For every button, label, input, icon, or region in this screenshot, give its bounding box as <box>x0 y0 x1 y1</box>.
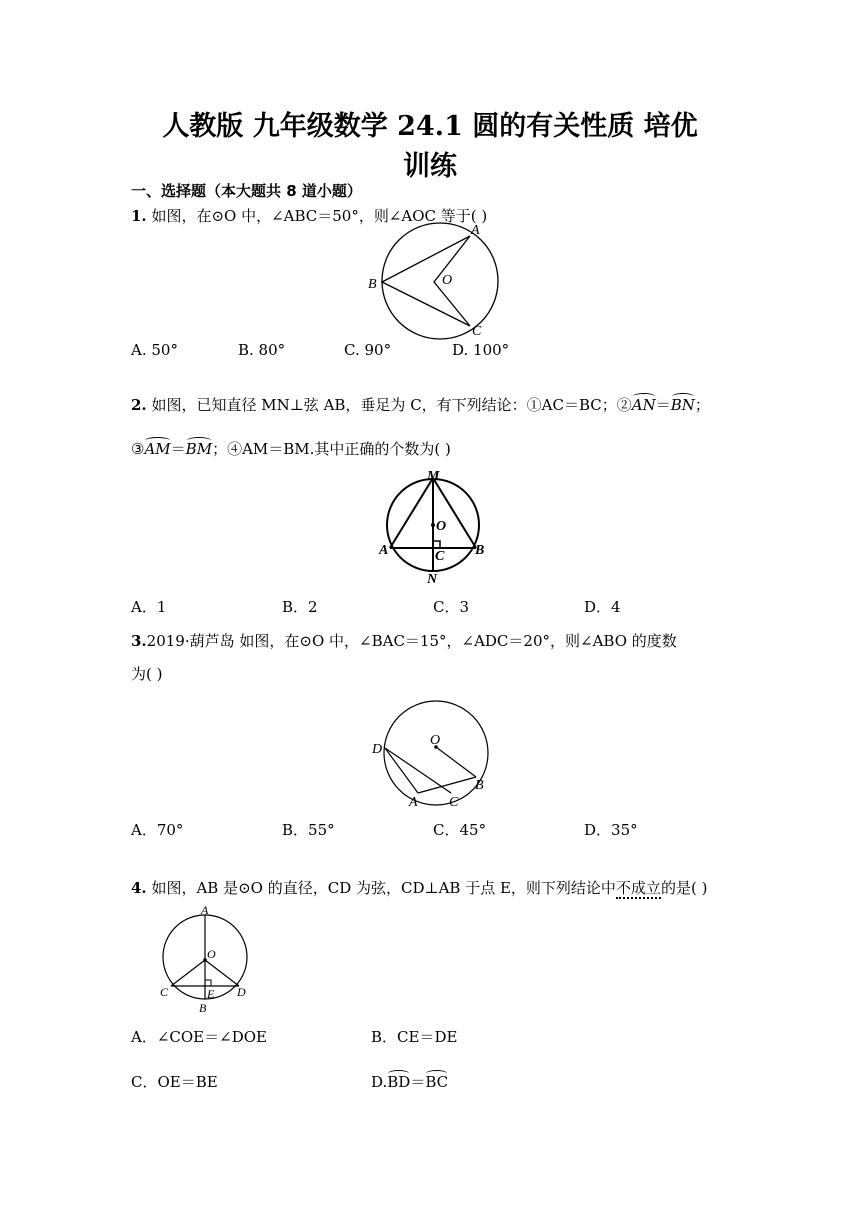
equals: ＝ <box>410 1073 426 1091</box>
section-heading: 一、选择题（本大题共 8 道小题） <box>131 182 362 200</box>
question-number: 3. <box>131 632 147 650</box>
question-text: ；④AM＝BM.其中正确的个数为( ) <box>212 440 451 458</box>
arc-bc: BC <box>425 1073 449 1091</box>
arc-bm: BM <box>185 440 213 458</box>
page-title: 人教版 九年级数学 24.1 圆的有关性质 培优 <box>162 111 698 142</box>
arc-bn: BN <box>670 396 695 414</box>
arc-am: AM <box>144 440 171 458</box>
q3-option-b: B．55° <box>282 821 335 839</box>
q3-option-c: C．45° <box>433 821 487 839</box>
question-3-line1 <box>131 630 677 651</box>
question-text: 如图，已知直径 MN⊥弦 AB，垂足为 C，有下列结论：①AC＝BC；② <box>151 396 632 414</box>
label-d: D <box>372 742 383 757</box>
label-a: A <box>201 903 209 917</box>
arc-bd: BD <box>387 1073 411 1091</box>
label-n: N <box>427 572 438 586</box>
semicolon: ； <box>694 396 710 414</box>
question-number: 2. <box>131 396 147 414</box>
q2-option-d: D．4 <box>584 598 621 616</box>
question-text: 的是( ) <box>660 879 708 897</box>
segment-bm <box>433 478 476 548</box>
question-number: 4. <box>131 879 147 897</box>
figure-q2 <box>374 470 489 586</box>
center-point <box>431 523 435 527</box>
q2-option-a: A．1 <box>131 598 167 616</box>
circle-o <box>382 223 498 339</box>
q1-option-a: A. 50° <box>131 341 178 359</box>
segment-am <box>390 478 433 548</box>
label-b: B <box>475 778 484 793</box>
circle-o <box>384 701 488 805</box>
segment-oc <box>171 960 205 986</box>
question-text: 如图，在⊙O 中，∠ABC＝50°，则∠AOC 等于( ) <box>151 207 488 225</box>
angle-abc <box>382 236 470 326</box>
question-4 <box>131 877 707 898</box>
q4-option-a: A．∠COE＝∠DOE <box>131 1028 267 1046</box>
question-text: ③ <box>131 440 145 458</box>
label-a: A <box>409 795 418 810</box>
q1-option-b: B. 80° <box>238 341 286 359</box>
label-c: C <box>449 795 459 810</box>
q3-option-a: A．70° <box>131 821 184 839</box>
question-3-line2: 为( ) <box>131 665 163 683</box>
question-2-line2 <box>131 438 451 459</box>
q3-option-d: D．35° <box>584 821 638 839</box>
q2-option-c: C．3 <box>433 598 470 616</box>
label-e: E <box>207 987 215 1001</box>
segment-od <box>205 960 239 986</box>
arc-an: AN <box>631 396 656 414</box>
option-d-prefix: D. <box>371 1073 388 1091</box>
question-text: 如图，AB 是⊙O 的直径，CD 为弦，CD⊥AB 于点 E，则下列结论中 <box>151 879 616 897</box>
right-angle-mark <box>205 980 211 986</box>
label-o: O <box>442 273 453 288</box>
equals: ＝ <box>655 396 671 414</box>
label-b: B <box>475 543 485 558</box>
page-title-line2: 训练 <box>403 151 457 182</box>
label-a: A <box>379 543 389 558</box>
label-m: M <box>427 470 440 484</box>
question-number: 1. <box>131 207 147 225</box>
question-text: 2019·葫芦岛 如图，在⊙O 中，∠BAC＝15°，∠ADC＝20°，则∠ABO 的度数 <box>146 632 677 650</box>
label-o: O <box>436 519 447 534</box>
q2-option-b: B．2 <box>282 598 318 616</box>
label-c: C <box>435 549 445 564</box>
label-b: B <box>368 277 377 292</box>
label-o: O <box>207 947 216 961</box>
q1-option-d: D. 100° <box>452 341 510 359</box>
label-a: A <box>471 223 480 238</box>
figure-q3 <box>365 690 500 815</box>
label-d: D <box>237 985 246 999</box>
figure-q4 <box>150 902 260 1020</box>
label-c: C <box>160 985 169 999</box>
right-angle-mark <box>433 541 440 548</box>
q1-option-c: C. 90° <box>344 341 392 359</box>
segment-ob <box>436 747 476 777</box>
q4-option-d <box>371 1071 448 1092</box>
emphasis-text: 不成立 <box>615 879 661 897</box>
q4-option-b: B．CE＝DE <box>371 1028 458 1046</box>
label-c: C <box>472 324 482 339</box>
label-b: B <box>199 1001 207 1015</box>
equals: ＝ <box>170 440 186 458</box>
question-2-line1 <box>131 394 710 415</box>
figure-q1 <box>360 220 510 345</box>
label-o: O <box>430 733 441 748</box>
segment-da <box>385 748 418 793</box>
q4-option-c: C．OE＝BE <box>131 1073 218 1091</box>
